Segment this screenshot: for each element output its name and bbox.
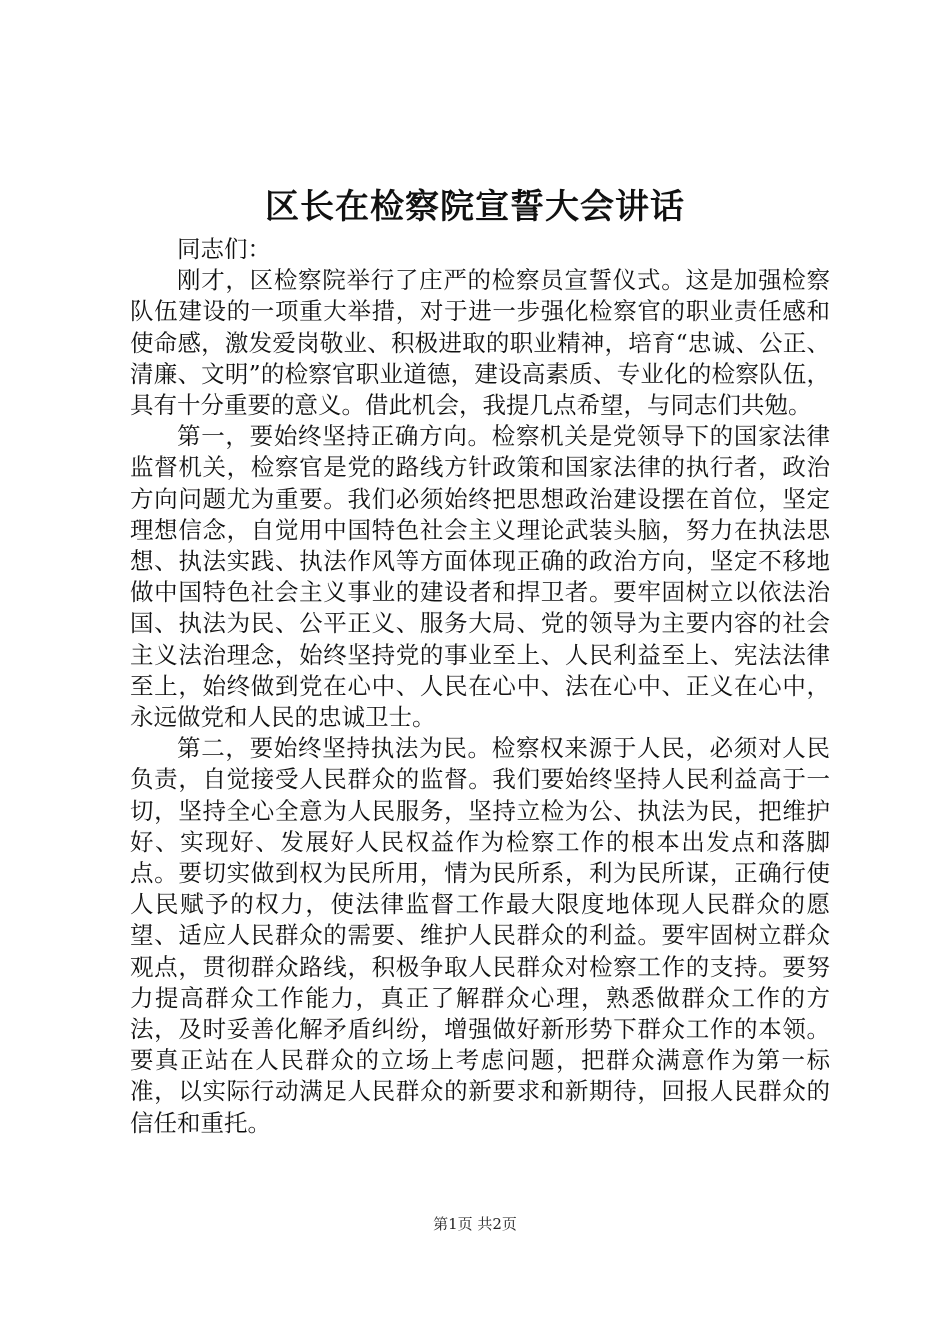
paragraph-first-point: 第一，要始终坚持正确方向。检察机关是党领导下的国家法律监督机关，检察官是党的路线方针政策和国家法律的执行者，政治方向问题尤为重要。我们必须始终把思想政治建设摆在首位，坚定理想信念，自觉用中国特色社会主义理论武装头脑，努力在执法思想、执法实践、执法作风等方面体现正确的政治方向，坚定不移地做中国特色社会主义事业的建设者和捍卫者。要牢固树立以依法治国、执法为民、公平正义、服务大局、党的领导为主要内容的社会主义法治理念，始终坚持党的事业至上、人民利益至上、宪法法律至上，始终做到党在心中、人民在心中、法在心中、正义在心中，永远做党和人民的忠诚卫士。 bbox=[130, 422, 830, 732]
paragraph-intro: 刚才，区检察院举行了庄严的检察员宣誓仪式。这是加强检察队伍建设的一项重大举措，对于进一步强化检察官的职业责任感和使命感，激发爱岗敬业、积极进取的职业精神，培育“忠诚、公正、清廉、文明”的检察官职业道德，建设高素质、专业化的检察队伍，具有十分重要的意义。借此机会，我提几点希望，与同志们共勉。 bbox=[130, 266, 830, 420]
document-title: 区长在检察院宣誓大会讲话 bbox=[265, 187, 685, 227]
document-body bbox=[130, 234, 830, 1139]
page-number-footer: 第1页 共2页 bbox=[433, 1215, 517, 1233]
paragraph-second-point: 第二，要始终坚持执法为民。检察权来源于人民，必须对人民负责，自觉接受人民群众的监督。我们要始终坚持人民利益高于一切，坚持全心全意为人民服务，坚持立检为公、执法为民，把维护好、实现好、发展好人民权益作为检察工作的根本出发点和落脚点。要切实做到权为民所用，情为民所系，利为民所谋，正确行使人民赋予的权力，使法律监督工作最大限度地体现人民群众的愿望、适应人民群众的需要、维护人民群众的利益。要牢固树立群众观点，贯彻群众路线，积极争取人民群众对检察工作的支持。要努力提高群众工作能力，真正了解群众心理，熟悉做群众工作的方法，及时妥善化解矛盾纠纷，增强做好新形势下群众工作的本领。要真正站在人民群众的立场上考虑问题，把群众满意作为第一标准，以实际行动满足人民群众的新要求和新期待，回报人民群众的信任和重托。 bbox=[130, 734, 830, 1137]
salutation: 同志们： bbox=[177, 235, 271, 263]
